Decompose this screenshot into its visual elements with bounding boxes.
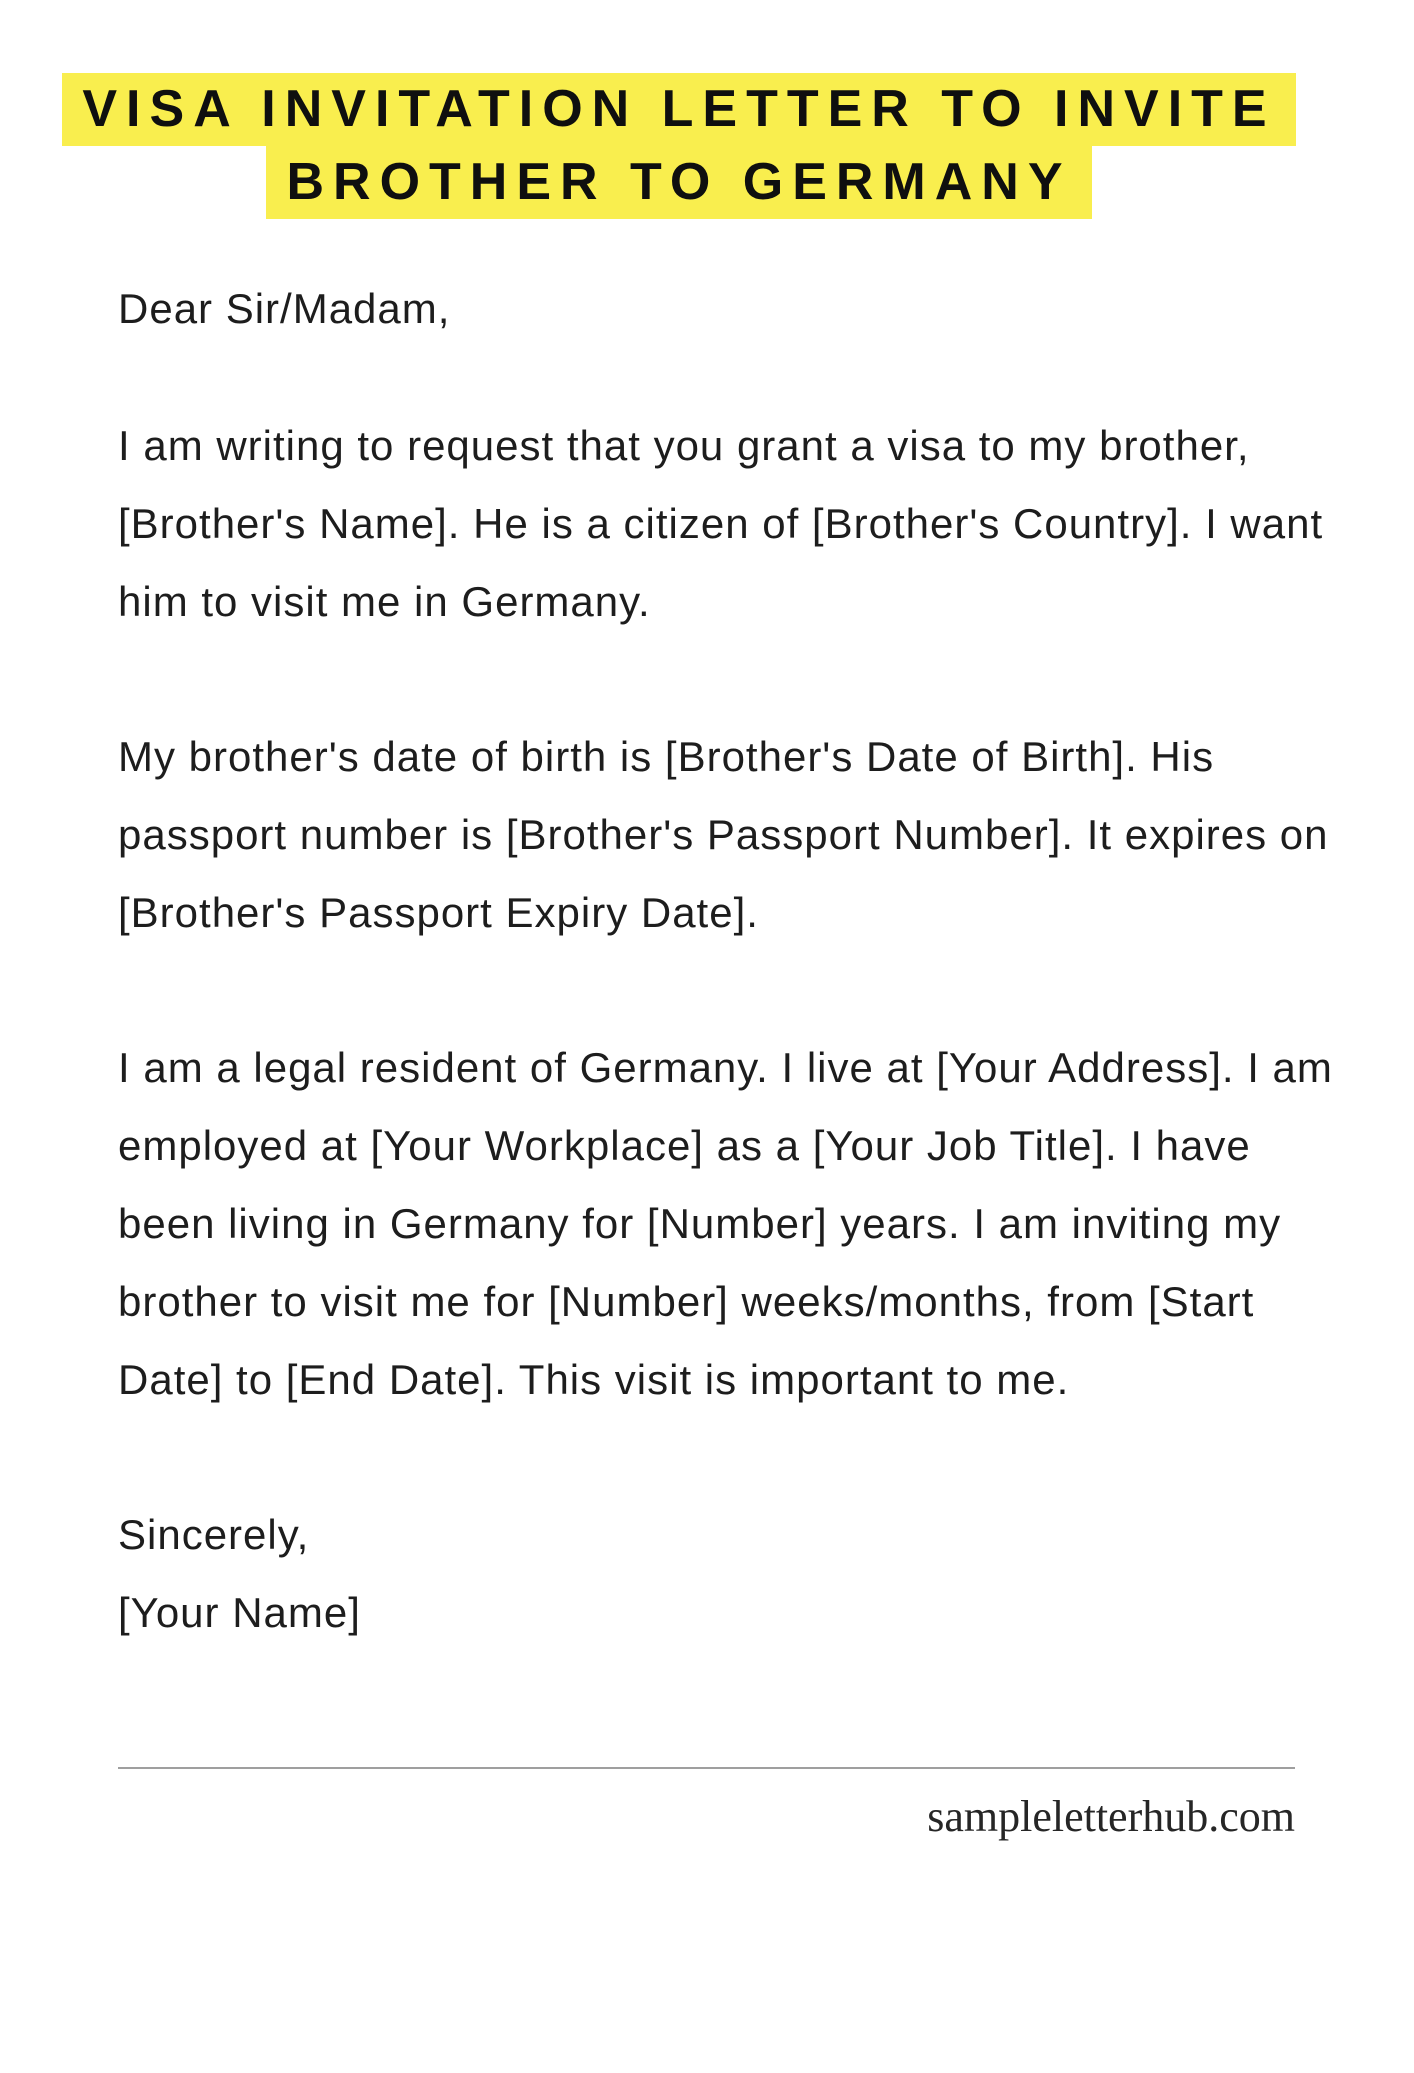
title-line-1: VISA INVITATION LETTER TO INVITE — [62, 73, 1295, 146]
paragraph-residency-details: I am a legal resident of Germany. I live at [Your Address]. I am employed at [Your Workplace] as a [Your Job Title]. I have been living in Germany for [Number] years. I am inviting my brother to visit me for [Number] weeks/months, from [Start Date] to [End Date]. This visit is important to me. — [118, 1044, 1333, 1403]
letter-title — [60, 73, 1298, 219]
signature-name: [Your Name] — [118, 1589, 361, 1636]
website-text: sampleletterhub.com — [927, 1792, 1295, 1841]
closing: Sincerely, — [118, 1511, 310, 1558]
page-footer — [118, 1767, 1335, 1843]
title-line-2: BROTHER TO GERMANY — [266, 146, 1091, 219]
paragraph-brother-details: My brother's date of birth is [Brother's Date of Birth]. His passport number is [Brother's Passport Number]. It expires on [Brother's Passport Expiry Date]. — [118, 733, 1329, 936]
title-line-2-row — [60, 146, 1298, 219]
signature-block — [118, 1496, 1335, 1652]
title-line-1-row — [60, 73, 1298, 146]
letter-document — [0, 73, 1414, 2073]
paragraph-visa-request: I am writing to request that you grant a visa to my brother, [Brother's Name]. He is a citizen of [Brother's Country]. I want him to visit me in Germany. — [118, 422, 1324, 625]
salutation: Dear Sir/Madam, — [118, 285, 451, 332]
footer-divider — [118, 1767, 1295, 1769]
letter-body — [118, 270, 1335, 1652]
